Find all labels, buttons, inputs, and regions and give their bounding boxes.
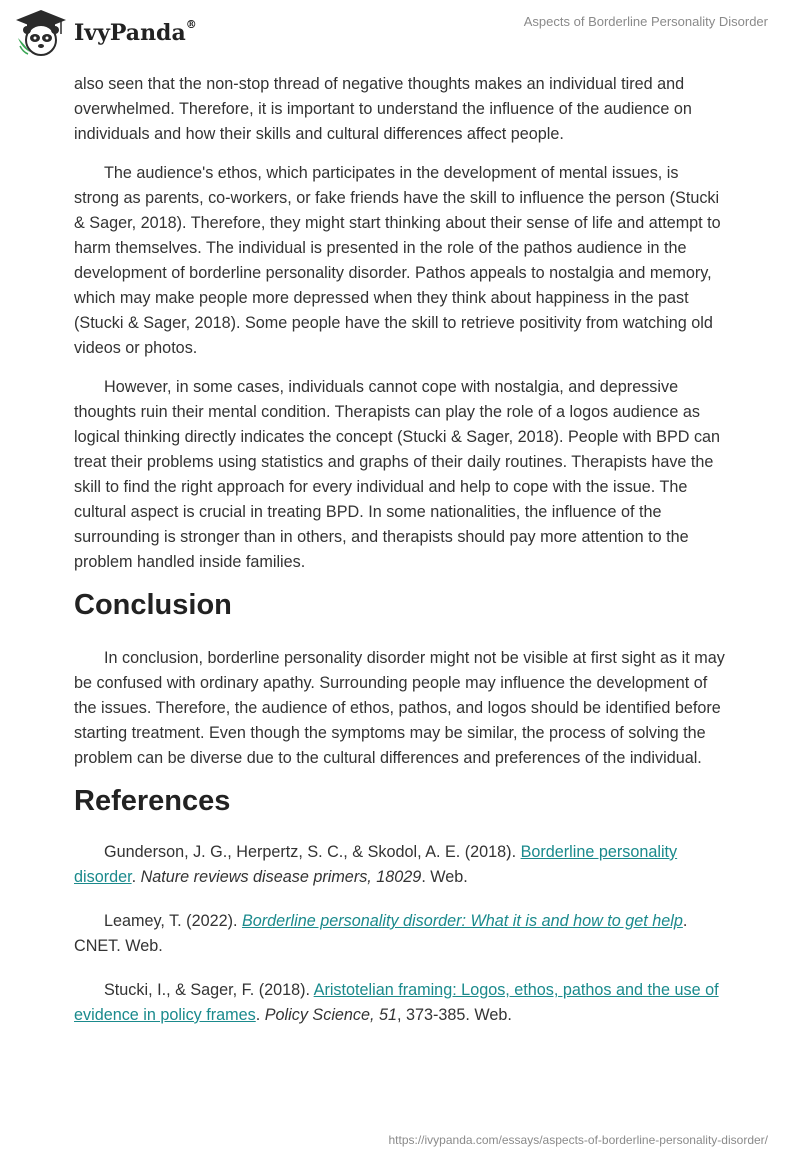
conclusion-paragraph: In conclusion, borderline personality disorder might not be visible at first sight as it may be confused with ordinary apathy. Surrounding people may influence the development of the issues. Therefore, the audience of ethos, pathos, and logos should be identified before starting treatment. Even though the symptoms may be similar, the process of solving the problem can be diverse due to the cultural differences and preferences of the individual. — [74, 649, 725, 767]
source-url: https://ivypanda.com/essays/aspects-of-borderline-personality-disorder/ — [388, 1133, 768, 1147]
document-title: Aspects of Borderline Personality Disorder — [523, 14, 768, 29]
panda-graduate-icon — [14, 8, 68, 58]
ivypanda-logo[interactable] — [14, 8, 197, 58]
reference-link[interactable]: Aristotelian framing: Logos, ethos, pathos and the use of evidence in policy frames — [74, 981, 719, 1024]
paragraph: However, in some cases, individuals cannot cope with nostalgia, and depressive thoughts ruin their mental condition. Therapists can play the role of a logos audience as logical thinking directly indicates the concept (Stucki & Sager, 2018). People with BPD can treat their problems using statistics and graphs of their daily routines. Therapists have the skill to find the right approach for every individual and help to cope with the issue. The cultural aspect is crucial in treating BPD. In some nationalities, the influence of the surrounding is stronger than in others, and therapists should pay more attention to the problem handled inside families. — [74, 378, 721, 571]
paragraph: also seen that the non-stop thread of negative thoughts makes an individual tired and overwhelmed. Therefore, it is important to understand the influence of the audience on individuals and how their skills and cultural differences affect people. — [74, 75, 692, 143]
essay-body — [74, 72, 726, 1047]
page-header — [0, 0, 800, 68]
paragraph: The audience's ethos, which participates in the development of mental issues, is strong as parents, co-workers, or fake friends have the skill to influence the person (Stucki & Sager, 2018). Therefore, they might start thinking about their sense of life and attempt to harm themselves. The individual is presented in the role of the pathos audience in the development of borderline personality disorder. Pathos appeals to nostalgia and memory, which may make people more depressed when they think about happiness in the past (Stucki & Sager, 2018). Some people have the skill to retrieve positivity from watching old videos or photos. — [74, 164, 721, 357]
reference-item: Gunderson, J. G., Herpertz, S. C., & Skodol, A. E. (2018). Borderline personality disorder. Nature reviews disease primers, 18029. Web. — [74, 843, 678, 886]
reference-item: Stucki, I., & Sager, F. (2018). Aristotelian framing: Logos, ethos, pathos and the use of evidence in policy frames. Policy Science, 51, 373-385. Web. — [74, 981, 719, 1024]
reference-link[interactable]: Borderline personality disorder — [74, 843, 678, 886]
references-heading: References — [74, 785, 231, 817]
reference-item: Leamey, T. (2022). Borderline personality disorder: What it is and how to get help. CNET. Web. — [74, 912, 688, 955]
reference-link[interactable]: Borderline personality disorder: What it is and how to get help — [241, 912, 683, 930]
brand-name: IvyPanda® — [74, 18, 197, 46]
conclusion-heading: Conclusion — [74, 589, 232, 621]
